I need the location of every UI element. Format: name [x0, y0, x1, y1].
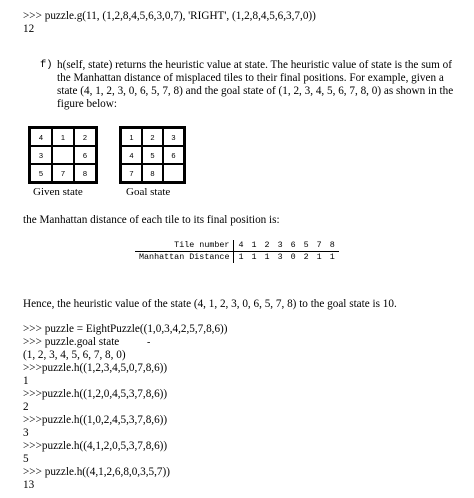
tile-number: 4 [234, 240, 248, 252]
distance-value: 2 [303, 252, 309, 262]
distance-value: 1 [264, 252, 270, 262]
example-line: 1 [23, 375, 29, 387]
goal-state-grid [119, 126, 186, 184]
example-line: >>>puzzle.h((4,1,2,0,5,3,7,8,6)) [23, 440, 168, 452]
example-line: >>> puzzle.h((4,1,2,6,8,0,3,5,7)) [23, 466, 170, 478]
example-line: >>>puzzle.h((1,2,3,4,5,0,7,8,6)) [23, 362, 168, 374]
goal-cell: 7 [122, 165, 141, 181]
given-cell: 7 [53, 165, 73, 181]
example-line: >>> puzzle.goal state [23, 336, 120, 348]
given-cell [53, 147, 73, 163]
tile-number: 1 [248, 240, 261, 252]
given-cell: 8 [75, 165, 95, 181]
distance-value: 1 [329, 252, 335, 262]
given-state-caption: Given state [33, 186, 83, 198]
goal-cell: 4 [122, 147, 141, 163]
tile-number: 8 [326, 240, 339, 252]
caret-mark: - [147, 337, 151, 348]
tile-number: 6 [287, 240, 300, 252]
section-description: h(self, state) returns the heuristic value at state. The heuristic value of state is the sum of the Manhattan distance of misplaced tiles to their final positions. For example, given a state (4, 1, 2, 3, 0, 6, 5, 7, 8) and the goal state of (1, 2, 3, 4, 5, 6, 7, 8, 0) as shown in the figure below: [57, 59, 454, 110]
tile-number: 3 [274, 240, 287, 252]
given-cell: 2 [75, 129, 95, 145]
given-cell: 1 [53, 129, 73, 145]
goal-cell: 6 [164, 147, 183, 163]
example-line: >>> puzzle = EightPuzzle((1,0,3,4,2,5,7,8,6)) [23, 323, 228, 335]
example-line: 13 [23, 479, 35, 491]
example-line: 3 [23, 427, 29, 439]
tile-number-label: Tile number [135, 240, 234, 252]
section-marker: f) [40, 59, 53, 71]
distance-value: 0 [290, 252, 296, 262]
example-line: 5 [23, 453, 29, 465]
tile-number: 5 [300, 240, 313, 252]
manhattan-distance-label: Manhattan Distance [135, 252, 234, 264]
example-line: (1, 2, 3, 4, 5, 6, 7, 8, 0) [23, 349, 126, 361]
goal-cell: 5 [143, 147, 162, 163]
distance-value: 1 [251, 252, 257, 262]
goal-cell: 8 [143, 165, 162, 181]
given-cell: 3 [31, 147, 51, 163]
tile-number: 2 [261, 240, 274, 252]
manhattan-distance-table [135, 240, 339, 263]
code-g-call: >>> puzzle.g(11, (1,2,8,4,5,6,3,0,7), 'RIGHT', (1,2,8,4,5,6,3,7,0)) [23, 10, 316, 22]
given-cell: 4 [31, 129, 51, 145]
goal-state-caption: Goal state [126, 186, 171, 198]
goal-cell: 1 [122, 129, 141, 145]
example-line: >>>puzzle.h((1,2,0,4,5,3,7,8,6)) [23, 388, 168, 400]
manhattan-intro: the Manhattan distance of each tile to its final position is: [23, 214, 280, 226]
goal-cell: 3 [164, 129, 183, 145]
example-line: 2 [23, 401, 29, 413]
tile-number: 7 [313, 240, 326, 252]
goal-cell [164, 165, 183, 181]
given-state-grid [28, 126, 98, 184]
distance-value: 1 [316, 252, 322, 262]
example-line: >>>puzzle.h((1,0,2,4,5,3,7,8,6)) [23, 414, 168, 426]
goal-cell: 2 [143, 129, 162, 145]
distance-value: 3 [277, 252, 283, 262]
given-cell: 6 [75, 147, 95, 163]
conclusion-text: Hence, the heuristic value of the state (4, 1, 2, 3, 0, 6, 5, 7, 8) to the goal state is 10. [23, 298, 397, 310]
code-g-result: 12 [23, 23, 35, 35]
given-cell: 5 [31, 165, 51, 181]
distance-value: 1 [238, 252, 244, 262]
